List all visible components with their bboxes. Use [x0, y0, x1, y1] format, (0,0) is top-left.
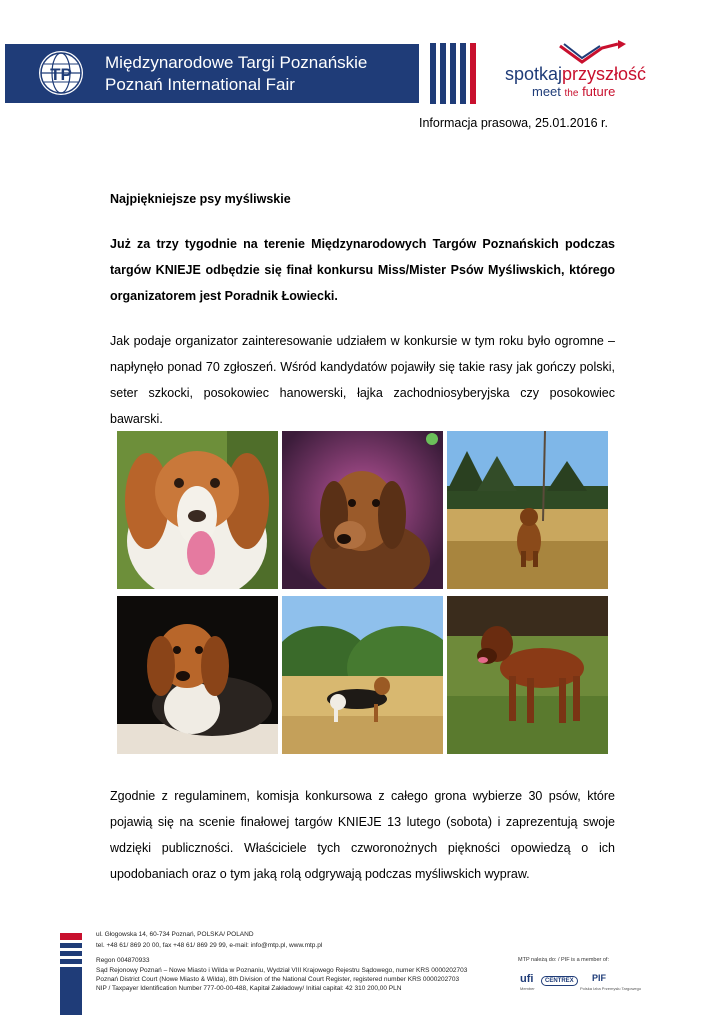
- dog-photo-6: [447, 596, 608, 754]
- footer-court-en: Poznań District Court (Nowe Miasto & Wilda), 8th Division of the National Court Register, registered number KRS 0000202703: [96, 976, 460, 983]
- footer-strip-blue-3: [60, 959, 82, 964]
- centrex-logo: CENTREX: [541, 976, 578, 986]
- footer-contact: tel. +48 61/ 869 20 00, fax +48 61/ 869 29 99, e-mail: info@mtp.pl, www.mtp.pl: [96, 942, 323, 949]
- ufi-logo: ufi: [520, 973, 534, 985]
- mtp-logo: [39, 51, 83, 95]
- dog-photo-grid: [117, 431, 608, 754]
- slogan-logo: [502, 38, 662, 102]
- header-title-en: Poznań International Fair: [105, 75, 295, 94]
- dog-photo-3: [447, 431, 608, 589]
- footer-member-of: MTP należą do: / PIF is a member of:: [518, 957, 609, 963]
- footer-nip: NIP / Taxpayer Identification Number 777-00-00-488, Kapitał Zakładowy/ Initial capital: 42 310 200,00 PLN: [96, 985, 402, 992]
- header-banner: [5, 44, 419, 103]
- slogan-en: meet the future: [532, 84, 616, 99]
- pif-logo: PIF: [592, 973, 607, 983]
- dog-photo-2: [282, 431, 443, 589]
- footer-regon: Regon 004870933: [96, 957, 150, 964]
- footer-strip-red: [60, 933, 82, 940]
- pif-logo-sub: Polska Izba Przemysłu Targowego: [580, 986, 642, 991]
- slogan-pl: spotkajprzyszłość: [505, 64, 647, 84]
- footer-court-pl: Sąd Rejonowy Poznań – Nowe Miasto i Wilda w Poznaniu, Wydział VIII Krajowego Rejestru Sądowego, numer KRS 0000202703: [96, 967, 468, 974]
- article-title: Najpiękniejsze psy myśliwskie: [110, 192, 291, 206]
- footer-strip-blue-1: [60, 943, 82, 948]
- article-paragraph-1: Jak podaje organizator zainteresowanie udziałem w konkursie w tym roku było ogromne – napłynęło ponad 70 zgłoszeń. Wśród kandydatów pojawiły się takie rasy jak gończy polski, seter szkocki, posokowiec hanowerski, łajka zachodniosyberyjska czy posokowiec bawarski.: [110, 334, 615, 426]
- footer-strip-blue-2: [60, 951, 82, 956]
- dog-photo-5: [282, 596, 443, 754]
- press-release-date: Informacja prasowa, 25.01.2016 r.: [418, 116, 608, 130]
- article-paragraph-2: Zgodnie z regulaminem, komisja konkursowa z całego grona wybierze 30 psów, które pojawią się na scenie finałowej targów KNIEJE 13 lutego (sobota) i zaprezentują swoje wdzięki publiczności. Właściciele tych czworonożnych piękności opowiedzą o ich upodobaniach oraz o tym jaką rolą odgrywają podczas myśliwskich wypraw.: [110, 789, 615, 881]
- svg-text:TP: TP: [50, 65, 72, 84]
- article-lead: Już za trzy tygodnie na terenie Międzynarodowych Targów Poznańskich podczas targów KNIEJE odbędzie się finał konkursu Miss/Mister Psów Myśliwskich, którego organizatorem jest Poradnik Łowiecki.: [110, 237, 615, 303]
- footer-strip-blue-4: [60, 967, 82, 1015]
- dog-photo-1: [117, 431, 278, 589]
- header-title-pl: Międzynarodowe Targi Poznańskie: [105, 53, 368, 72]
- flag-stripes: [430, 43, 476, 104]
- ufi-logo-sub: Member: [520, 986, 535, 991]
- dog-photo-4: [117, 596, 278, 754]
- footer-address: ul. Głogowska 14, 60-734 Poznań, POLSKA/ POLAND: [96, 931, 254, 938]
